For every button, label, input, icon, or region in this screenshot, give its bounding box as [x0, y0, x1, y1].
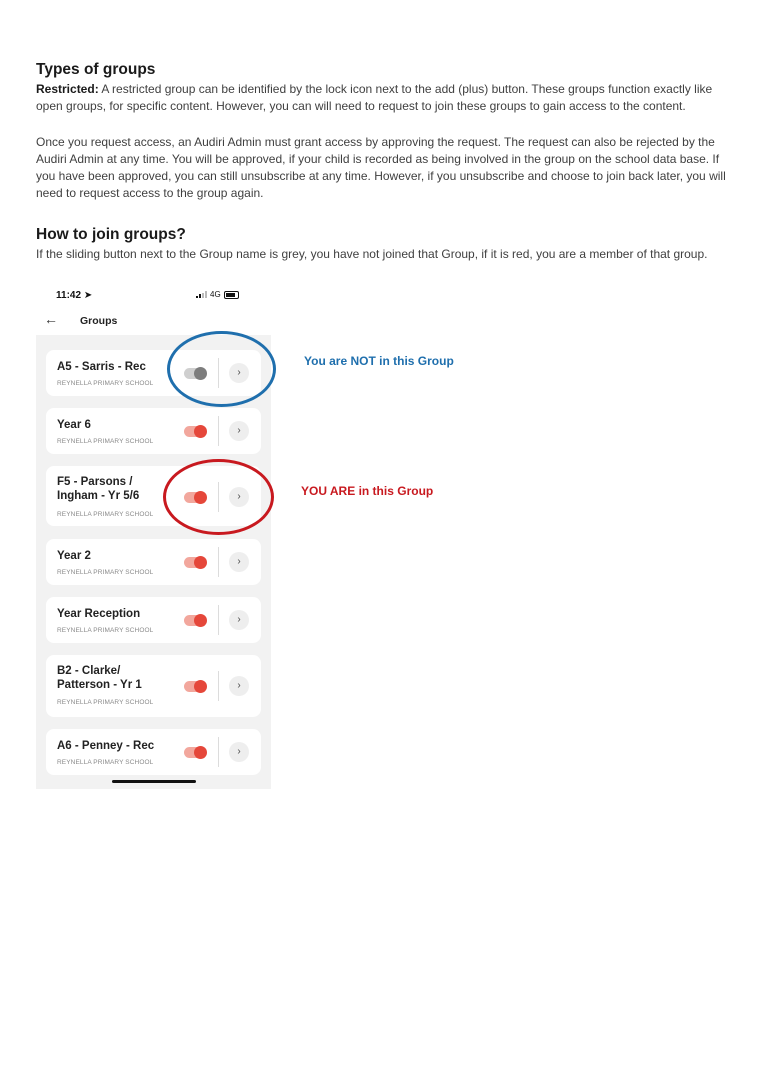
membership-toggle-on[interactable]: [184, 426, 206, 437]
chevron-right-icon[interactable]: ›: [229, 676, 249, 696]
membership-toggle-on[interactable]: [184, 557, 206, 568]
group-school: REYNELLA PRIMARY SCHOOL: [57, 759, 154, 766]
group-school: REYNELLA PRIMARY SCHOOL: [57, 511, 154, 518]
group-name: Year 6: [57, 419, 91, 431]
approval-paragraph: Once you request access, an Audiri Admin must grant access by approving the request. The request can also be rejected by the Audiri Admin at any time. You will be approved, if your child is recorded as being involved in the group on the school data base. If you have been approved, you can still unsubscribe at any time. However, if you unsubscribe and choose to join back later, you will need to request access to the group again.: [36, 135, 726, 200]
section-heading-join: How to join groups?: [36, 226, 186, 243]
membership-toggle-on[interactable]: [184, 681, 206, 692]
member-highlight-circle: [163, 459, 274, 535]
divider: [218, 416, 219, 446]
chevron-right-icon[interactable]: ›: [229, 742, 249, 762]
toggle-knob: [194, 746, 207, 759]
location-arrow-icon: ➤: [83, 290, 93, 301]
toggle-knob: [194, 614, 207, 627]
group-school: REYNELLA PRIMARY SCHOOL: [57, 380, 154, 387]
divider: [218, 671, 219, 701]
group-name: B2 - Clarke/ Patterson - Yr 1: [57, 665, 142, 691]
group-school: REYNELLA PRIMARY SCHOOL: [57, 438, 154, 445]
home-indicator: [112, 780, 196, 783]
restricted-paragraph: [36, 81, 726, 115]
group-card[interactable]: [46, 655, 261, 717]
group-card[interactable]: [46, 539, 261, 585]
chevron-right-icon[interactable]: ›: [229, 610, 249, 630]
group-school: REYNELLA PRIMARY SCHOOL: [57, 569, 154, 576]
divider: [218, 737, 219, 767]
group-name: F5 - Parsons / Ingham - Yr 5/6: [57, 476, 140, 502]
toggle-knob: [194, 680, 207, 693]
group-card[interactable]: [46, 729, 261, 775]
status-time: 11:42 ➤: [56, 290, 93, 301]
join-paragraph: If the sliding button next to the Group name is grey, you have not joined that Group, if it is red, you are a member of that group.: [36, 247, 708, 261]
membership-toggle-on[interactable]: [184, 615, 206, 626]
app-title: Groups: [80, 315, 118, 327]
group-name: A5 - Sarris - Rec: [57, 361, 146, 373]
divider: [218, 547, 219, 577]
restricted-label: Restricted:: [36, 82, 99, 96]
chevron-right-icon[interactable]: ›: [229, 421, 249, 441]
divider: [218, 605, 219, 635]
chevron-right-icon[interactable]: ›: [229, 552, 249, 572]
group-card[interactable]: [46, 597, 261, 643]
chevron-right-icon[interactable]: ›: [229, 363, 249, 383]
group-name: Year Reception: [57, 608, 141, 620]
toggle-knob: [194, 556, 207, 569]
chevron-right-icon[interactable]: ›: [229, 487, 249, 507]
not-member-highlight-circle: [167, 331, 276, 407]
group-card[interactable]: [46, 408, 261, 454]
section-heading-types: Types of groups: [36, 61, 156, 78]
member-annotation: YOU ARE in this Group: [301, 484, 434, 498]
network-label: 4G: [210, 290, 221, 299]
back-arrow-icon[interactable]: ←: [44, 311, 58, 327]
not-member-annotation: You are NOT in this Group: [304, 354, 454, 368]
membership-toggle-on[interactable]: [184, 747, 206, 758]
toggle-knob: [194, 425, 207, 438]
group-name: Year 2: [57, 550, 91, 562]
restricted-text: A restricted group can be identified by the lock icon next to the add (plus) button. These groups function exactly like open groups, for specific content. However, you can will need to request to join these groups to gain access to the content.: [36, 82, 713, 113]
group-school: REYNELLA PRIMARY SCHOOL: [57, 627, 154, 634]
group-school: REYNELLA PRIMARY SCHOOL: [57, 699, 154, 706]
group-name: A6 - Penney - Rec: [57, 740, 155, 752]
